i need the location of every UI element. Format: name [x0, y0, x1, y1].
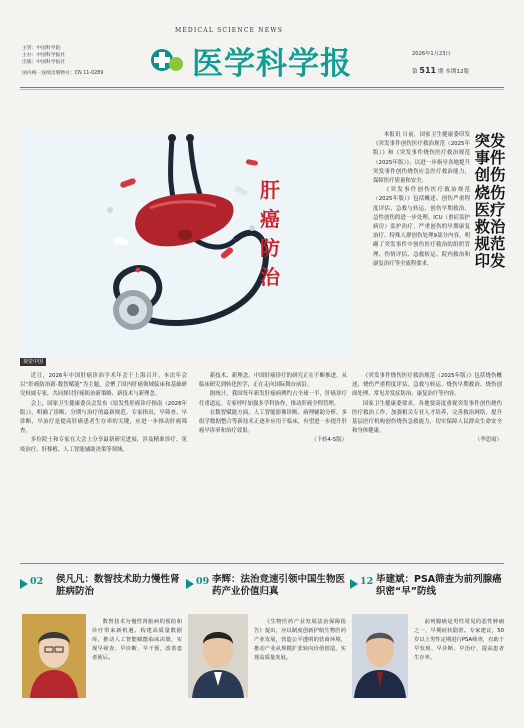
arrow-icon: [350, 579, 358, 589]
preview-text: [414, 618, 504, 663]
sidebar-paragraph: 本报讯 日前，国家卫生健康委印发《突发事件创伤医疗救治规范（2025年版）》和《突发事件烧伤医疗救治规范（2025年版）》，以进一步指导各地提升突发事件创伤烧伤应急医疗救治能力，保障医疗质量和安全。: [373, 132, 470, 185]
portrait-photo: [188, 614, 248, 698]
publication-info: [22, 45, 132, 77]
preview-text: [254, 618, 346, 663]
hero-title-char: 癌: [260, 207, 280, 231]
preview-block[interactable]: [350, 576, 505, 716]
hero-title: [258, 176, 282, 292]
page-number: 02: [30, 576, 44, 587]
masthead-title: 医学科学报: [192, 46, 352, 82]
page-number: 12: [360, 576, 374, 587]
arrow-icon: [186, 579, 194, 589]
hero-illustration: [20, 130, 350, 358]
issue-prefix: 第: [412, 69, 418, 75]
vertical-headline: 突发事件创伤烧伤医疗救治规范印发: [474, 132, 506, 271]
preview-headline[interactable]: 侯凡凡：数智技术助力慢性肾脏病防治: [56, 574, 180, 597]
issue-date: 2026年1月23日: [412, 51, 451, 57]
header-rule: [20, 87, 504, 88]
publisher-line: 出版：中国科学报社: [22, 60, 66, 65]
preview-block[interactable]: [20, 576, 180, 716]
section-divider: [20, 563, 504, 564]
article-paragraph: 新技术、新理念。中国肝癌诊疗的研究正在不断推进，从临床研究到转化医学，正在走向国际舞台前沿。: [199, 373, 347, 389]
serial-number: 国内统一连续出版物号：CN 11-0289: [22, 71, 104, 76]
sidebar-article: [373, 131, 470, 269]
photo-credit-tag: 视觉中国: [20, 358, 46, 366]
article-paragraph: 据统计，我国每年新发肝癌病例约占全球一半，肝癌诊疗任重道远。专家呼吁加强多学科协作，推动肝癌全程管理。: [199, 391, 347, 407]
preview-text: [92, 618, 182, 663]
article-paragraph: 《突发事件烧伤医疗救治规范（2025年版）》包括烧伤概述、烧伤严重程度评估、急救与转运、烧伤早期救治、烧伤创面处理、常见并发症防治、康复治疗等内容。: [352, 373, 502, 398]
issue-info: [412, 66, 469, 75]
header-rule-thin: [20, 89, 504, 90]
preview-headline[interactable]: 李辉：法治竞速引领中国生物医药产业价值归真: [212, 574, 346, 597]
preview-paragraph: 数智技术为慢性肾脏病的预防和诊疗带来新机遇。构建高质量数据库，推动人工智能赋能临床决策，实现早筛查、早诊断、早干预，改善患者预后。: [92, 619, 182, 661]
article-paragraph: 近日，2026年中国肝癌诊治学术年会于上海召开。本次年会以“肝癌防治新·数智赋能”为主题，会聚了国内肝癌领域临床和基础研究权威专家，共同探讨肝癌防治新策略、新技术与新理念。: [20, 373, 187, 398]
author-byline: （李思雨）: [475, 437, 502, 444]
article-column-2: [199, 372, 347, 446]
article-column-3: [352, 372, 502, 446]
sponsor-line: 主管：中国科学院: [22, 46, 61, 51]
sidebar-paragraph: 《突发事件创伤医疗救治规范（2025年版）》包括概述、创伤严重程度评估、急救与转运、创伤早期救治、急性创伤的进一步处理、ICU（重症监护病房）监护治疗、严重创伤的早期康复治疗、特殊人群创伤处理9部分内容，明确了突发事件中创伤医疗救治的组织管理、伤情评估、急救转运、院内救治和康复治疗等全流程要求。: [373, 187, 470, 267]
article-paragraph: 在数智赋能方面，人工智能影像诊断、病理辅助分析、多组学数据整合等新技术正逐步应用于临床，有望进一步提升肝癌早诊率和治疗效果。: [199, 409, 347, 435]
article-paragraph: 会上，国家卫生健康委员会发布《原发性肝癌诊疗指南（2026年版）》，明确了诊断、分期与治疗的最新规范。专家指出，早筛查、早诊断、早治疗是提高肝癌患者生存率的关键，应进一步推动肝癌筛查。: [20, 400, 187, 435]
newspaper-logo-icon: [148, 46, 188, 74]
article-column-1: [20, 372, 187, 455]
portrait-photo: [22, 614, 86, 698]
arrow-icon: [20, 579, 28, 589]
masthead-english: MEDICAL SCIENCE NEWS: [175, 27, 284, 34]
article-paragraph: 多位院士和专家在大会上分享最新研究进展，涉及精准诊疗、免疫治疗、肝移植、人工智能辅助决策等领域。: [20, 437, 187, 453]
stethoscope-liver-illustration: [20, 130, 350, 358]
preview-paragraph: 前列腺癌是男性常见的恶性肿瘤之一，早期症状隐匿。专家建议，50岁以上男性定期进行PSA筛查，有助于早发现、早诊断、早治疗，提高患者生存率。: [414, 619, 504, 661]
hero-title-char: 肝: [260, 178, 280, 202]
hero-title-char: 治: [260, 265, 280, 289]
issue-number: 511: [419, 66, 437, 75]
preview-headline[interactable]: 毕建斌：PSA筛查为前列腺癌织密“早”防线: [376, 574, 502, 597]
page-number: 09: [196, 576, 210, 587]
organizer-line: 主办：中国科学报社: [22, 53, 66, 58]
portrait-photo: [352, 614, 408, 698]
issue-suffix: 期 本期12版: [437, 69, 470, 75]
hero-title-char: 防: [260, 236, 280, 260]
preview-block[interactable]: [186, 576, 346, 716]
continued-note: （下转4-5版）: [311, 437, 347, 444]
article-paragraph: 国家卫生健康委要求，各地要高度重视突发事件创伤烧伤医疗救治工作，加强相关专业人才培养，完善救治网络，提升基层医疗机构创伤烧伤急救能力，切实保障人民群众生命安全和身体健康。: [352, 400, 502, 435]
preview-paragraph: 《生物医药产业发展法治保障报告》提出，应以制度创新护航生物医药产业发展，营造公平透明的营商环境，推动产业从规模扩张转向价值创造，实现高质量发展。: [254, 619, 346, 661]
